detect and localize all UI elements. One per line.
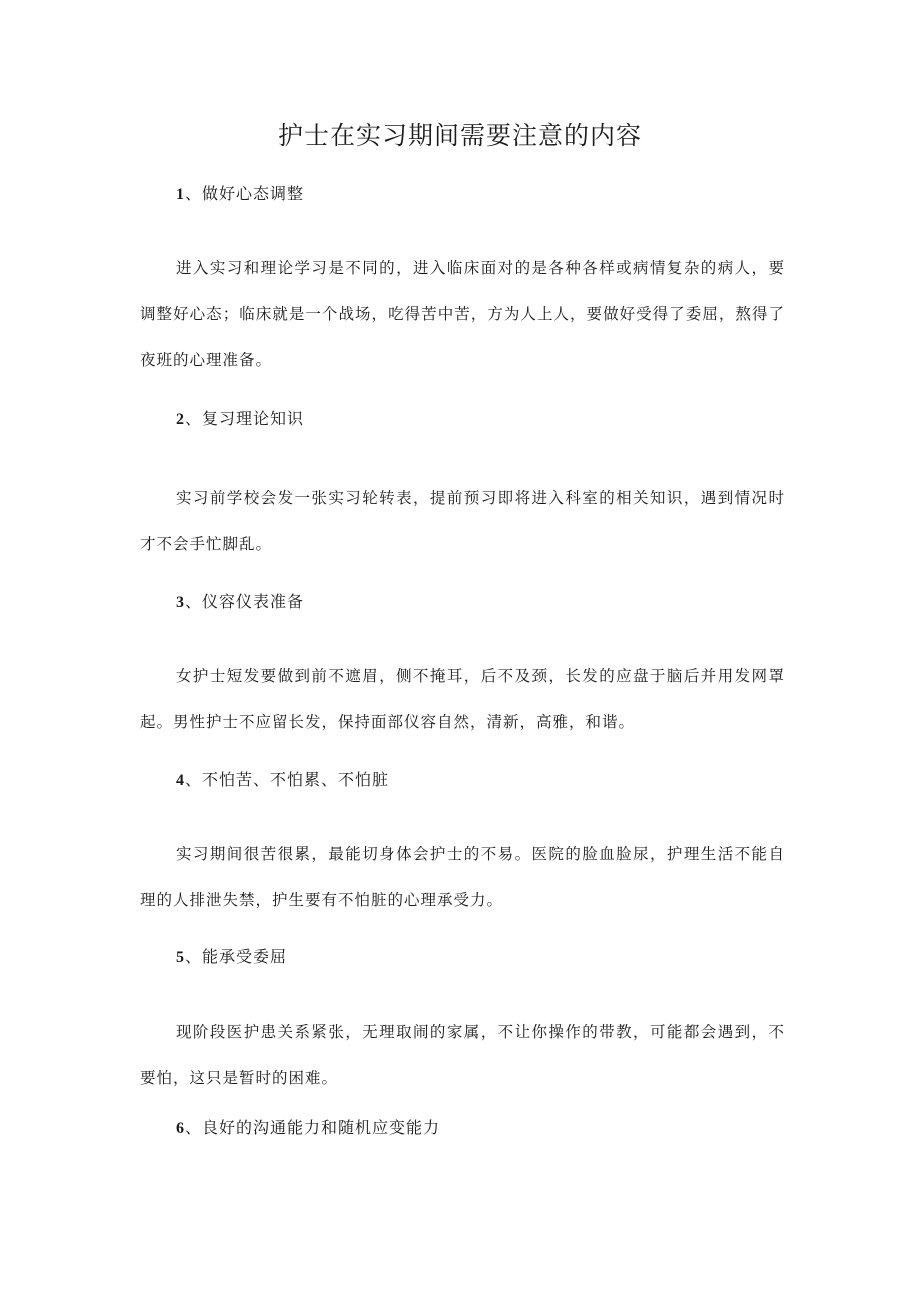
section-3-body: 女护士短发要做到前不遮眉，侧不掩耳，后不及颈，长发的应盘于脑后并用发网罩起。男性护士不应留长发，保持面部仪容自然，清新，高雅，和谐。 [140,667,785,731]
section-1-heading [176,182,304,207]
section-5-heading [176,945,287,970]
section-6-heading [176,1116,440,1141]
section-1-body: 进入实习和理论学习是不同的，进入临床面对的是各种各样或病情复杂的病人，要调整好心态；临床就是一个战场，吃得苦中苦，方为人上人，要做好受得了委屈，熬得了夜班的心理准备。 [140,259,785,369]
section-2-heading [176,407,304,432]
section-heading-text: 、能承受委屈 [185,947,288,966]
section-number: 4 [176,772,185,789]
section-heading-text: 、不怕苦、不怕累、不怕脏 [185,770,390,789]
section-number: 6 [176,1120,185,1137]
section-5-body: 现阶段医护患关系紧张，无理取闹的家属，不让你操作的带教，可能都会遇到，不要怕，这只是暂时的困难。 [140,1023,785,1087]
section-number: 5 [176,949,185,966]
section-4-heading [176,768,389,793]
section-heading-text: 、良好的沟通能力和随机应变能力 [185,1118,441,1137]
section-heading-text: 、仪容仪表准备 [185,592,305,611]
section-heading-text: 、复习理论知识 [185,409,305,428]
section-2-body: 实习前学校会发一张实习轮转表，提前预习即将进入科室的相关知识，遇到情况时才不会手忙脚乱。 [140,489,785,553]
section-4-body: 实习期间很苦很累，最能切身体会护士的不易。医院的脸血脸尿，护理生活不能自理的人排泄失禁，护生要有不怕脏的心理承受力。 [140,845,785,909]
section-number: 1 [176,186,185,203]
section-number: 2 [176,411,185,428]
section-heading-text: 、做好心态调整 [185,184,305,203]
page-title: 护士在实习期间需要注意的内容 [277,121,642,150]
section-number: 3 [176,594,185,611]
section-3-heading [176,590,304,615]
